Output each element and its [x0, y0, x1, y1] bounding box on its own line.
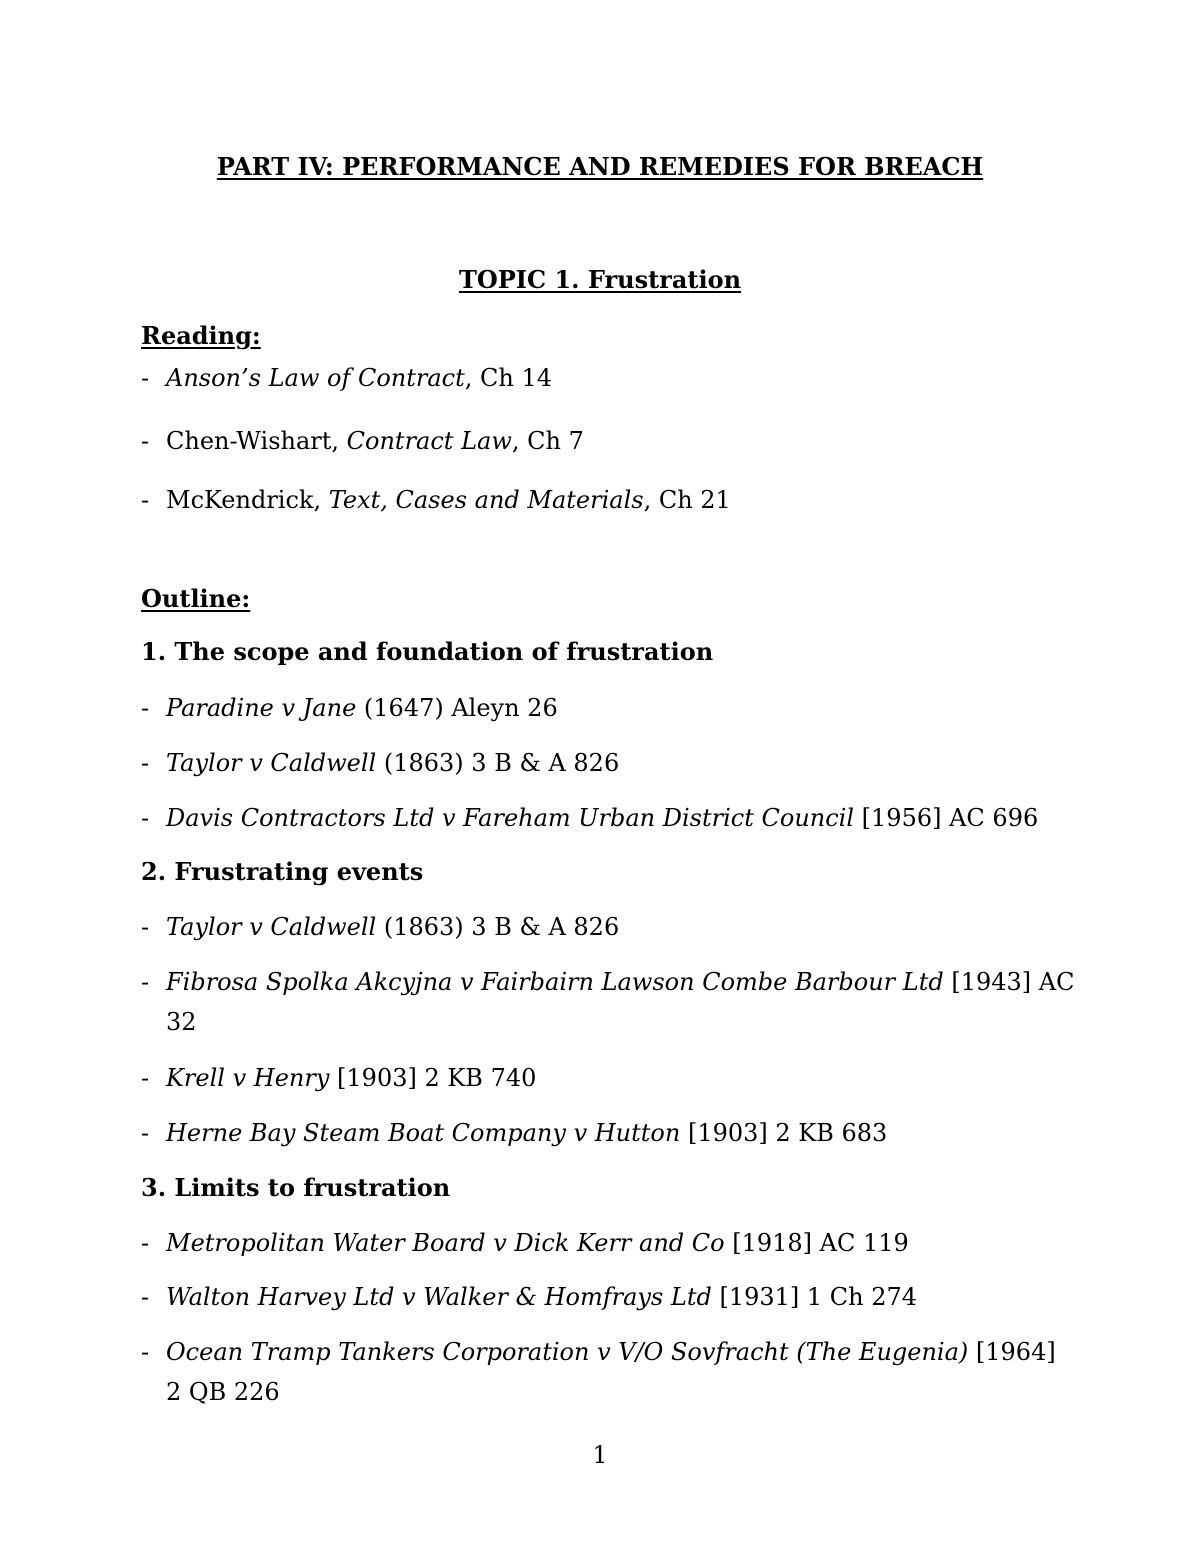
bullet-dash: -	[141, 1229, 150, 1257]
citation-text: (1863) 3 B & A 826	[376, 913, 620, 941]
citation-text: [1956] AC 696	[854, 804, 1039, 832]
case-item	[166, 1283, 917, 1312]
outline-section-title: 2. Frustrating events	[141, 857, 424, 886]
bullet-dash: -	[141, 364, 150, 392]
topic-title: TOPIC 1. Frustration	[458, 265, 742, 294]
bullet-dash: -	[141, 694, 150, 722]
reading-item	[166, 486, 731, 515]
case-item	[166, 1338, 1056, 1367]
citation-title: Walton Harvey Ltd v Walker & Homfrays Ltd	[166, 1283, 712, 1311]
case-item	[166, 1064, 536, 1093]
citation-continuation: 32	[166, 1008, 197, 1036]
outline-section-title: 1. The scope and foundation of frustration	[141, 637, 714, 666]
bullet-dash: -	[141, 804, 150, 832]
part-title: PART IV: PERFORMANCE AND REMEDIES FOR BREACH	[216, 152, 984, 181]
bullet-dash: -	[141, 968, 150, 996]
citation-text: [1903] 2 KB 740	[329, 1064, 537, 1092]
citation-text: [1931] 1 Ch 274	[711, 1283, 918, 1311]
case-item	[166, 694, 558, 723]
reading-item	[166, 364, 552, 393]
citation-title: Taylor v Caldwell	[166, 749, 377, 777]
bullet-dash: -	[141, 913, 150, 941]
page-number: 1	[592, 1441, 608, 1469]
bullet-dash: -	[141, 749, 150, 777]
case-item	[166, 1229, 909, 1258]
case-item	[166, 749, 619, 778]
citation-title: Anson’s Law of Contract	[166, 364, 465, 392]
citation-title: Paradine v Jane	[166, 694, 357, 722]
citation-title: Herne Bay Steam Boat Company v Hutton	[166, 1119, 681, 1147]
citation-text: [1903] 2 KB 683	[680, 1119, 888, 1147]
bullet-dash: -	[141, 1119, 150, 1147]
bullet-dash: -	[141, 1283, 150, 1311]
citation-continuation: 2 QB 226	[166, 1378, 280, 1406]
citation-title: Ocean Tramp Tankers Corporation v V/O Sovfracht (The Eugenia)	[166, 1338, 969, 1366]
citation-title: Taylor v Caldwell	[166, 913, 377, 941]
case-item	[166, 968, 1074, 997]
case-item	[166, 1119, 887, 1148]
bullet-dash: -	[141, 1064, 150, 1092]
outline-heading: Outline:	[141, 584, 251, 613]
citation-text: [1964]	[968, 1338, 1056, 1366]
bullet-dash: -	[141, 427, 150, 455]
citation-title: Krell v Henry	[166, 1064, 330, 1092]
citation-text: [1918] AC 119	[724, 1229, 909, 1257]
citation-text: (1647) Aleyn 26	[356, 694, 558, 722]
citation-text: (1863) 3 B & A 826	[376, 749, 620, 777]
citation-text: , Ch 7	[511, 427, 584, 455]
citation-text: , Ch 14	[464, 364, 552, 392]
case-item	[166, 804, 1038, 833]
citation-title: Metropolitan Water Board v Dick Kerr and Co	[166, 1229, 725, 1257]
bullet-dash: -	[141, 486, 150, 514]
citation-title: Fibrosa Spolka Akcyjna v Fairbairn Lawson Combe Barbour Ltd	[166, 968, 944, 996]
outline-section-title: 3. Limits to frustration	[141, 1173, 451, 1202]
citation-text: , Ch 21	[643, 486, 731, 514]
citation-title: Contract Law	[346, 427, 512, 455]
citation-title: Davis Contractors Ltd v Fareham Urban District Council	[166, 804, 855, 832]
reading-heading: Reading:	[141, 321, 261, 350]
citation-text: McKendrick,	[166, 486, 329, 514]
citation-title: Text, Cases and Materials	[328, 486, 644, 514]
bullet-dash: -	[141, 1338, 150, 1366]
case-item	[166, 913, 619, 942]
citation-text: Chen-Wishart,	[166, 427, 347, 455]
citation-text: [1943] AC	[943, 968, 1075, 996]
reading-item	[166, 427, 584, 456]
